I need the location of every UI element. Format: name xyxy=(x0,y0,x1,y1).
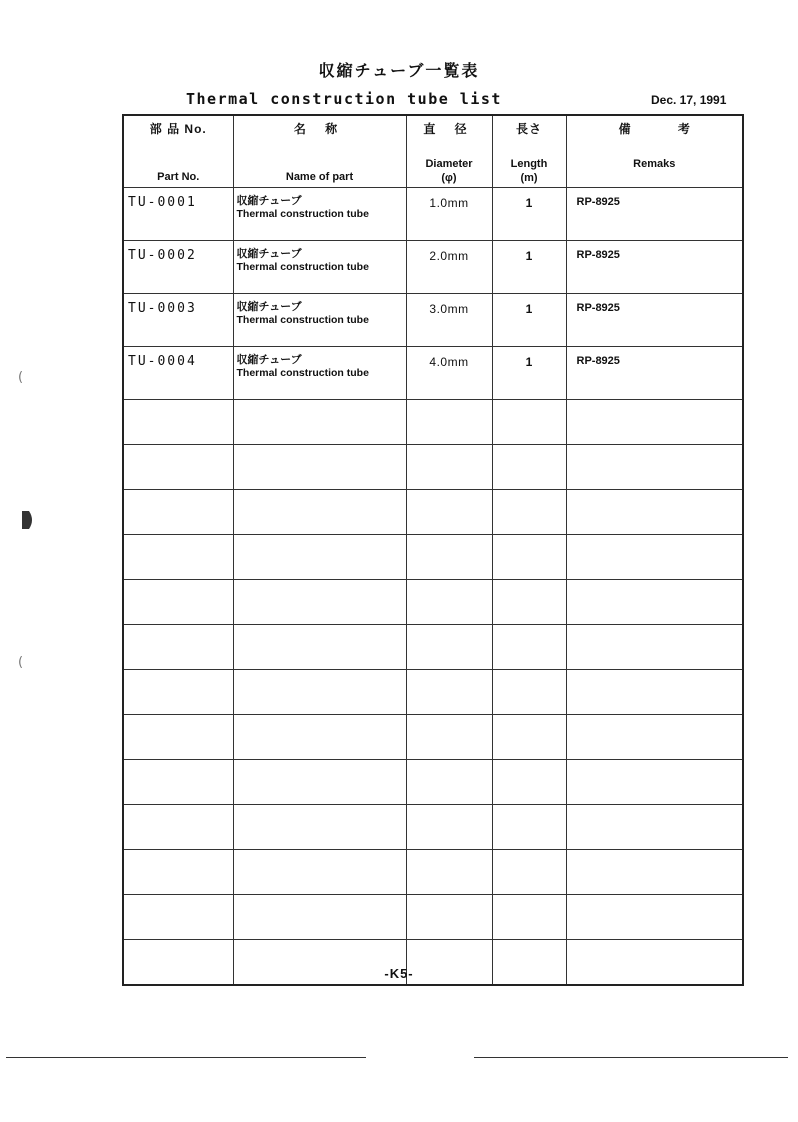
table-body xyxy=(123,188,743,986)
length-cell-empty xyxy=(492,400,566,445)
remarks-cell-empty xyxy=(566,715,743,760)
binding-hole-mark xyxy=(20,508,36,532)
diameter-cell-empty xyxy=(406,490,492,535)
header-diameter-jp: 直 径 xyxy=(423,122,475,136)
part-name-en: Thermal construction tube xyxy=(236,261,369,273)
length-cell-empty xyxy=(492,805,566,850)
header-length xyxy=(492,115,566,188)
part-name-cell-empty xyxy=(233,850,406,895)
length-cell-empty xyxy=(492,850,566,895)
diameter-cell: 2.0mm xyxy=(406,241,492,294)
length-cell-empty xyxy=(492,625,566,670)
diameter-cell-empty xyxy=(406,670,492,715)
part-name-cell xyxy=(233,294,406,347)
header-diameter xyxy=(406,115,492,188)
part-name-cell-empty xyxy=(233,535,406,580)
part-number-cell: TU-0001 xyxy=(123,188,233,241)
diameter-cell-empty xyxy=(406,400,492,445)
length-cell-empty xyxy=(492,760,566,805)
header-diameter-unit: (φ) xyxy=(441,172,457,184)
table-row-empty xyxy=(123,715,743,760)
diameter-cell-empty xyxy=(406,850,492,895)
part-number-cell-empty xyxy=(123,490,233,535)
part-number-cell-empty xyxy=(123,445,233,490)
table-row-empty xyxy=(123,445,743,490)
length-cell-empty xyxy=(492,445,566,490)
part-name-cell-empty xyxy=(233,445,406,490)
remarks-cell-empty xyxy=(566,670,743,715)
remarks-cell-empty xyxy=(566,895,743,940)
part-number-cell: TU-0002 xyxy=(123,241,233,294)
header-length-unit: (m) xyxy=(520,172,538,184)
header-remarks-en: Remaks xyxy=(633,158,676,170)
table-row-empty xyxy=(123,670,743,715)
remarks-cell-empty xyxy=(566,625,743,670)
table-row xyxy=(123,347,743,400)
length-cell-empty xyxy=(492,670,566,715)
remarks-cell-empty xyxy=(566,490,743,535)
document-date: Dec. 17, 1991 xyxy=(651,93,727,107)
part-name-cell xyxy=(233,188,406,241)
part-number-cell-empty xyxy=(123,625,233,670)
remarks-cell: RP-8925 xyxy=(566,241,743,294)
header-part-no-en: Part No. xyxy=(157,171,200,183)
diameter-cell-empty xyxy=(406,580,492,625)
length-cell-empty xyxy=(492,535,566,580)
part-number-cell-empty xyxy=(123,895,233,940)
page-title-japanese: 収縮チューブ一覧表 xyxy=(318,61,480,80)
remarks-cell-empty xyxy=(566,445,743,490)
part-name-cell-empty xyxy=(233,760,406,805)
remarks-cell-empty xyxy=(566,535,743,580)
length-cell-empty xyxy=(492,895,566,940)
diameter-cell-empty xyxy=(406,535,492,580)
header-name-jp: 名 称 xyxy=(293,122,346,136)
part-name-cell-empty xyxy=(233,625,406,670)
page-number: -K5- xyxy=(384,966,414,981)
length-cell-empty xyxy=(492,490,566,535)
part-number-cell-empty xyxy=(123,805,233,850)
remarks-cell: RP-8925 xyxy=(566,188,743,241)
part-number-cell-empty xyxy=(123,715,233,760)
header-name-en: Name of part xyxy=(285,171,354,183)
part-name-cell-empty xyxy=(233,805,406,850)
table-row-empty xyxy=(123,625,743,670)
part-name-jp: 収縮チューブ xyxy=(236,195,302,207)
punch-mark-upper: ( xyxy=(18,370,24,385)
table-row-empty xyxy=(123,805,743,850)
table-row xyxy=(123,241,743,294)
header-remarks-jp: 備 考 xyxy=(618,122,712,136)
diameter-cell-empty xyxy=(406,715,492,760)
part-name-cell-empty xyxy=(233,895,406,940)
page-title-english: Thermal construction tube list xyxy=(186,90,502,108)
length-cell-empty xyxy=(492,580,566,625)
remarks-cell-empty xyxy=(566,805,743,850)
header-part-no-jp: 部 品 No. xyxy=(149,122,207,136)
bottom-rule-left xyxy=(6,1057,366,1058)
diameter-cell-empty xyxy=(406,895,492,940)
part-number-cell-empty xyxy=(123,670,233,715)
part-name-jp: 収縮チューブ xyxy=(236,354,302,366)
part-name-cell xyxy=(233,241,406,294)
part-number-cell-empty xyxy=(123,760,233,805)
part-name-jp: 収縮チューブ xyxy=(236,248,302,260)
bottom-rule-right xyxy=(474,1057,788,1058)
remarks-cell-empty xyxy=(566,400,743,445)
remarks-cell-empty xyxy=(566,580,743,625)
diameter-cell: 1.0mm xyxy=(406,188,492,241)
length-cell: 1 xyxy=(492,188,566,241)
header-remarks xyxy=(566,115,743,188)
punch-mark-lower: ( xyxy=(18,655,24,670)
header-length-jp: 長さ xyxy=(515,122,542,136)
header-name xyxy=(233,115,406,188)
part-name-jp: 収縮チューブ xyxy=(236,301,302,313)
table-header-row xyxy=(123,115,743,188)
diameter-cell-empty xyxy=(406,625,492,670)
header-diameter-en: Diameter xyxy=(425,158,473,170)
part-name-cell-empty xyxy=(233,580,406,625)
length-cell: 1 xyxy=(492,294,566,347)
table-row-empty xyxy=(123,760,743,805)
remarks-cell: RP-8925 xyxy=(566,347,743,400)
table-row-empty xyxy=(123,580,743,625)
part-name-cell-empty xyxy=(233,715,406,760)
part-name-en: Thermal construction tube xyxy=(236,367,369,379)
length-cell: 1 xyxy=(492,347,566,400)
part-name-cell-empty xyxy=(233,490,406,535)
header-length-en: Length xyxy=(510,158,548,170)
diameter-cell-empty xyxy=(406,445,492,490)
remarks-cell: RP-8925 xyxy=(566,294,743,347)
part-number-cell-empty xyxy=(123,580,233,625)
diameter-cell-empty xyxy=(406,805,492,850)
header-part-no xyxy=(123,115,233,188)
diameter-cell: 4.0mm xyxy=(406,347,492,400)
part-name-cell-empty xyxy=(233,670,406,715)
remarks-cell-empty xyxy=(566,760,743,805)
part-number-cell-empty xyxy=(123,850,233,895)
table-row-empty xyxy=(123,490,743,535)
table-row-empty xyxy=(123,535,743,580)
length-cell-empty xyxy=(492,715,566,760)
part-number-cell-empty xyxy=(123,535,233,580)
part-name-en: Thermal construction tube xyxy=(236,208,369,220)
part-number-cell: TU-0004 xyxy=(123,347,233,400)
table-row-empty xyxy=(123,895,743,940)
length-cell: 1 xyxy=(492,241,566,294)
part-number-cell-empty xyxy=(123,400,233,445)
table-row xyxy=(123,188,743,241)
table-row xyxy=(123,294,743,347)
part-number-cell: TU-0003 xyxy=(123,294,233,347)
part-name-en: Thermal construction tube xyxy=(236,314,369,326)
diameter-cell: 3.0mm xyxy=(406,294,492,347)
part-name-cell-empty xyxy=(233,400,406,445)
diameter-cell-empty xyxy=(406,760,492,805)
part-name-cell xyxy=(233,347,406,400)
parts-table xyxy=(122,114,744,986)
table-row-empty xyxy=(123,850,743,895)
remarks-cell-empty xyxy=(566,850,743,895)
table-row-empty xyxy=(123,400,743,445)
